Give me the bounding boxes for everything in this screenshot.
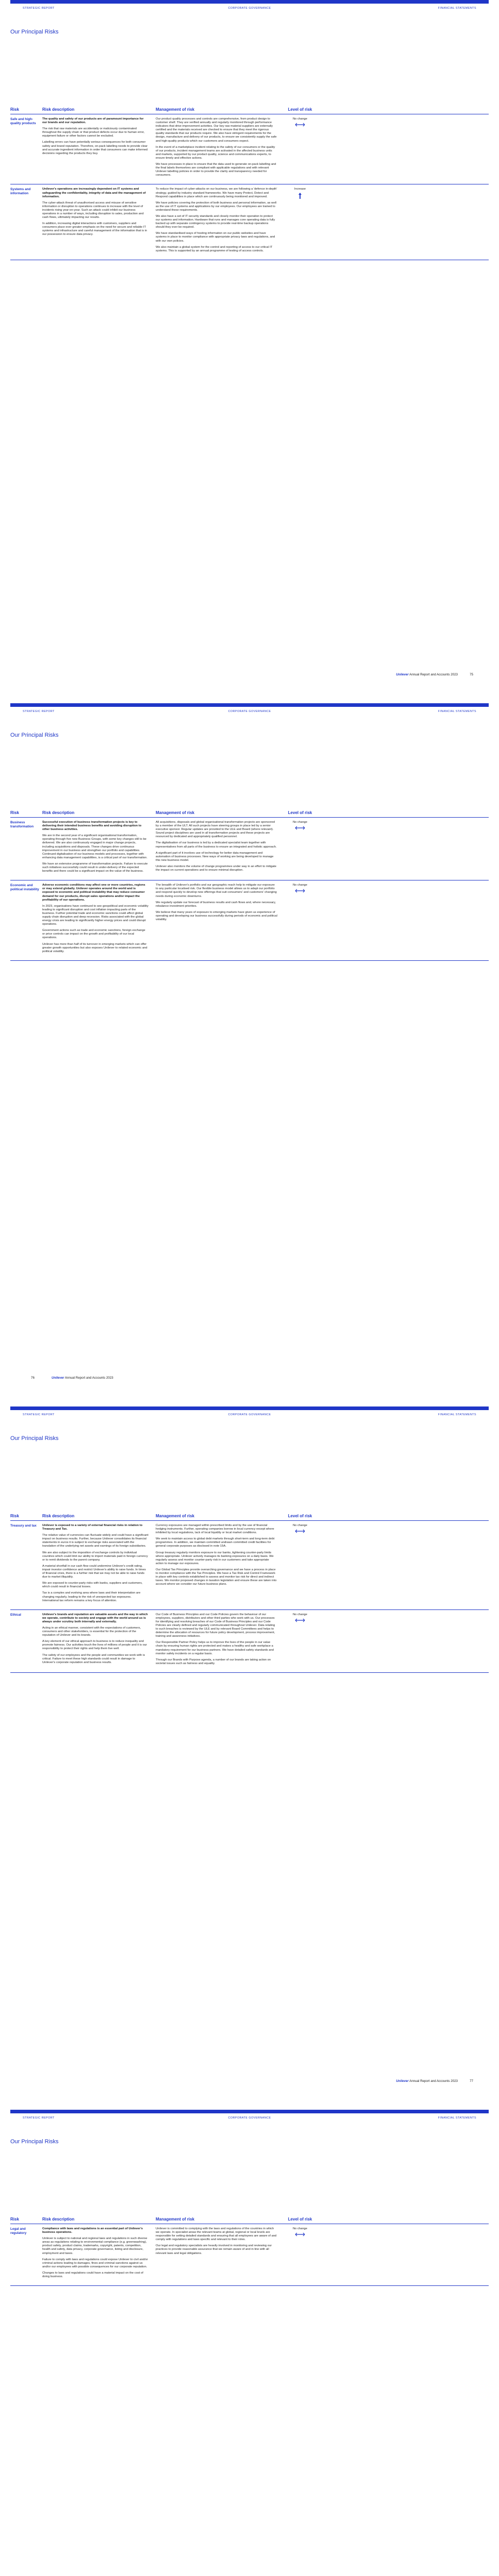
risk-level	[285, 821, 315, 876]
risk-description	[42, 1613, 156, 1668]
risk-table	[10, 2217, 489, 2286]
risk-level-label: No change	[292, 2227, 308, 2230]
risk-description-paragraph: We have an extensive programme of transformation projects. Failure to execute such initiatives successfully could result in under-delivery of the expected benefits and there could be a significant impact on the value of the business.	[42, 862, 148, 873]
page-number: 75	[470, 673, 473, 676]
risk-level	[285, 1524, 315, 1605]
risk-management-paragraph: We seek to maintain access to global debt markets through short-term and long-term debt programmes. In addition, we maintain committed undrawn committed credit facilities for general corporate purposes as disclosed in note 15A.	[156, 1537, 275, 1548]
header-level: Level of risk	[288, 810, 312, 815]
page-title: Our Principal Risks	[10, 29, 59, 35]
top-accent-bar	[10, 1406, 489, 1410]
risk-management-paragraph: We also have a set of IT security standards and closely monitor their operation to protect our systems and information. Hardware that runs and manages core operating data is fully backed up with separate contingency systems to provide real-time backup operations should they ever be required.	[156, 214, 275, 229]
risk-table	[10, 810, 489, 961]
header-management: Management of risk	[156, 107, 195, 112]
risk-management-paragraph: In the event of a marketplace incident relating to the safety of our consumers or the quality of our products, incident management teams are activated in the affected business units and markets, supported by our product quality, science and communications experts, to ensure timely and effective actions.	[156, 145, 275, 160]
top-accent-bar	[10, 2110, 489, 2113]
risk-description-lead: Successful execution of business transformation projects is key to delivering their intended business benefits and avoiding disruption to other business activities.	[42, 821, 142, 832]
risk-management-paragraph: Through our Brands with Purpose agenda, a number of our brands are taking action on societal issues such as fairness and equality.	[156, 1658, 271, 1665]
risk-description-paragraph: The relative value of currencies can fluctuate widely and could have a significant impact on business results. Further, because Unilever consolidates its financial statements in euros it is subject to exchange risks associated with the translation of the underlying net assets and earnings of its foreign subsidiaries.	[42, 1534, 148, 1548]
risk-table-body	[10, 1521, 489, 1673]
risk-management-paragraph: The digitalisation of our business is led by a dedicated specialist team together with representatives from all parts of the business to ensure an integrated and holistic approach.	[156, 841, 277, 849]
header-level: Level of risk	[288, 107, 312, 112]
risk-management-paragraph: Our Code of Business Principles and our Code Policies govern the behaviour of our employees, suppliers, distributors and other third parties who work with us. Our processes for identifying and resolving breaches of our Code of Business Principles and our Code Policies are clearly defined and regularly communicated throughout Unilever. Data relating to such breaches is reviewed by the ULE and by relevant Board Committees and helps to determine the allocation of resources for future policy development, process improvement, training and awareness initiatives.	[156, 1613, 275, 1638]
risk-management-paragraph: Group treasury regularly monitors exposure to our banks, tightening counter-party limits where appropriate. Unilever actively manages its banking exposures on a daily basis. We regularly assess and monitor counter-party risk in our customers and take appropriate action to manage our exposures.	[156, 1551, 274, 1565]
risk-row	[10, 1610, 489, 1673]
risk-table-body	[10, 114, 489, 260]
risk-level-label: Increase	[294, 188, 306, 191]
risk-management-paragraph: Our legal and regulatory specialists are heavily involved in monitoring and reviewing our practices to provide reasonable assurance that we remain aware of and in line with all relevant laws and legal obligations.	[156, 2244, 272, 2255]
risk-name: Safe and high-quality products	[10, 117, 36, 125]
header-risk: Risk	[10, 2217, 19, 2222]
risk-description	[42, 821, 156, 876]
risk-management-paragraph: The breadth of Unilever's portfolio and our geographic reach help to mitigate our exposure to any particular localised risk. Our flexible business model allows us to adapt our portfolio and respond quickly to develop new offerings that suit consumers' and customers' changing needs during economic downturns.	[156, 884, 277, 898]
footer-report-title: Annual Report and Accounts 2023	[409, 2079, 458, 2083]
header-risk: Risk	[10, 107, 19, 112]
risk-row	[10, 1521, 489, 1610]
risk-table-header	[10, 107, 489, 114]
risk-description-paragraph: We are in the second year of a significant organisational transformation, operating through five new Business Groups, with some key changes still to be delivered. We are also continuously engaged in major change projects, including acquisitions and disposals. These changes drive continuous improvement in our business and strengthen our portfolio and capabilities. Continued digitalisation of our business models and processes, together with enhancing data management capabilities, is a critical part of our transformation.	[42, 834, 147, 859]
header-management: Management of risk	[156, 2217, 195, 2222]
risk-table-header	[10, 1514, 489, 1521]
nav-strategic-report[interactable]: STRATEGIC REPORT	[23, 7, 55, 10]
increase-arrow-icon	[298, 192, 302, 199]
risk-row	[10, 184, 489, 260]
section-nav	[10, 2115, 489, 2121]
risk-management-paragraph: A significant part of it involves use of technology for better data management and automation of business processes. New ways of working are being developed to manage this new business model.	[156, 851, 274, 862]
nav-financial-statements[interactable]: FINANCIAL STATEMENTS	[438, 1413, 476, 1416]
header-level: Level of risk	[288, 1514, 312, 1518]
nav-corporate-governance[interactable]: CORPORATE GOVERNANCE	[228, 710, 271, 713]
risk-management-paragraph: We also maintain a global system for the control and reporting of access to our critical IT systems. This is supported by an annual programme of testing of access controls.	[156, 245, 273, 252]
risk-row	[10, 2224, 489, 2286]
risk-description-paragraph: Changes to laws and regulations could have a material impact on the cost of doing business.	[42, 2271, 143, 2279]
top-accent-bar	[10, 0, 489, 4]
risk-table-body	[10, 818, 489, 961]
risk-table	[10, 107, 489, 260]
header-description: Risk description	[42, 107, 75, 112]
risk-description-lead: Unilever's brands and reputation are valuable assets and the way in which we operate, contribute to society and engage with the world around us is always under scrutiny both internally and externally.	[42, 1613, 148, 1623]
nav-corporate-governance[interactable]: CORPORATE GOVERNANCE	[228, 1413, 271, 1416]
no-change-arrow-icon	[294, 888, 306, 893]
nav-financial-statements[interactable]: FINANCIAL STATEMENTS	[438, 2116, 476, 2120]
report-page	[0, 1406, 499, 2110]
risk-description-paragraph: Failure to comply with laws and regulations could expose Unilever to civil and/or criminal actions leading to damages, fines and criminal sanctions against us and/or our employees with possible consequences for our corporate reputation.	[42, 2258, 148, 2268]
risk-row	[10, 114, 489, 184]
footer-report-title: Annual Report and Accounts 2023	[409, 673, 458, 676]
no-change-arrow-icon	[294, 122, 306, 127]
no-change-arrow-icon	[294, 2232, 306, 2237]
header-management: Management of risk	[156, 1514, 195, 1518]
risk-description	[42, 884, 156, 956]
footer-report-title: Annual Report and Accounts 2023	[64, 1376, 113, 1380]
risk-description	[42, 2227, 156, 2281]
risk-management	[156, 884, 285, 956]
page-title: Our Principal Risks	[10, 2139, 59, 2145]
footer-brand: Unilever	[396, 2079, 409, 2083]
nav-corporate-governance[interactable]: CORPORATE GOVERNANCE	[228, 7, 271, 10]
risk-description	[42, 117, 156, 180]
section-nav	[10, 5, 489, 11]
top-accent-bar	[10, 703, 489, 707]
risk-management-paragraph: To reduce the impact of cyber-attacks on our business, we are following a 'defence in-depth' strategy, guided by industry standard frameworks. We have many Protect, Detect and Respond capabilities in place which are continuously being monitored and improved.	[156, 188, 277, 198]
risk-table-header	[10, 810, 489, 818]
page-footer	[396, 2079, 458, 2083]
risk-description-lead: The quality and safety of our products are of paramount importance for our brands and our reputation.	[42, 117, 144, 125]
report-page	[0, 703, 499, 1406]
risk-description-paragraph: Labelling errors can have potentially serious consequences for both consumer safety and brand reputation. Therefore, on-pack labelling needs to provide clear and accurate ingredient information in order that consumers can make informed decisions regarding the products they buy.	[42, 141, 148, 155]
nav-strategic-report[interactable]: STRATEGIC REPORT	[23, 710, 55, 713]
risk-management-paragraph: We have standardised ways of hosting information on our public websites and have systems in place to monitor compliance with appropriate privacy laws and regulations, and with our own policies.	[156, 232, 275, 243]
risk-management-paragraph: We have policies covering the protection of both business and personal information, as well as the use of IT systems and applications by our employees. Our employees are trained to understand these requirements.	[156, 201, 277, 212]
nav-corporate-governance[interactable]: CORPORATE GOVERNANCE	[228, 2116, 271, 2120]
header-description: Risk description	[42, 810, 75, 815]
risk-name: Ethical	[10, 1613, 21, 1617]
section-nav	[10, 1412, 489, 1418]
risk-name: Economic and political instability	[10, 884, 39, 892]
risk-level	[285, 2227, 315, 2281]
risk-description-paragraph: The risk that raw materials are accidentally or maliciously contaminated throughout the supply chain or that product defects occur due to human error, equipment failure or other factors cannot be excluded.	[42, 127, 145, 138]
risk-row	[10, 880, 489, 961]
nav-strategic-report[interactable]: STRATEGIC REPORT	[23, 2116, 55, 2120]
risk-description-paragraph: The cyber-attack threat of unauthorised access and misuse of sensitive information or disruption to operations continues to increase with the level of incidents rising year-on-year. Such an attack could inhibit our business operations in a number of ways, including disruption to sales, production and cash flows, ultimately impacting our results.	[42, 201, 144, 219]
risk-management	[156, 821, 285, 876]
risk-name: Treasury and tax	[10, 1524, 37, 1528]
risk-management-paragraph: We believe that many years of exposure to emerging markets have given us experience of operating and developing our business successfully during periods of economic and political volatility.	[156, 910, 277, 921]
header-level: Level of risk	[288, 2217, 312, 2222]
risk-description-lead: Unilever is exposed to a variety of external financial risks in relation to Treasury and Tax.	[42, 1524, 143, 1531]
risk-name: Business transformation	[10, 821, 34, 828]
no-change-arrow-icon	[294, 1618, 306, 1623]
risk-description	[42, 188, 156, 255]
risk-management-paragraph: Our product quality processes and controls are comprehensive, from product design to customer shelf. They are verified annually and regularly monitored through performance indicators that drive improvement activities. Our key raw material suppliers are externally certified and the materials received are checked to ensure that they meet the rigorous quality standards that our products require. We also have stringent requirements for the design, manufacture and delivery of our products, to ensure we consistently supply the safe and high-quality products which our customers and consumers expect.	[156, 117, 277, 143]
risk-description-paragraph: Unilever is subject to national and regional laws and regulations in such diverse areas as regulations relating to environmental compliance (e.g. greenwashing), product safety, product claims, trademarks, copyright, patents, competition, health and safety, data privacy, corporate governance, listing and disclosure, employment and taxes.	[42, 2237, 147, 2255]
risk-description-lead: Compliance with laws and regulations is an essential part of Unilever's business operations.	[42, 2227, 143, 2234]
risk-management-paragraph: Unilever also monitors the volume of change programmes under way in an effort to mitigate the impact on current operations and to ensure minimal disruption.	[156, 865, 277, 872]
page-number: 76	[31, 1376, 35, 1380]
header-description: Risk description	[42, 2217, 75, 2222]
risk-description-paragraph: We are also subject to the imposition of exchange controls by individual countries which could limit our ability to import materials paid in foreign currency or to remit dividends to the parent company.	[42, 1551, 148, 1562]
risk-name: Systems and information	[10, 188, 31, 196]
risk-management	[156, 188, 285, 255]
risk-description	[42, 1524, 156, 1605]
risk-level	[285, 117, 315, 180]
nav-financial-statements[interactable]: FINANCIAL STATEMENTS	[438, 710, 476, 713]
risk-management	[156, 117, 285, 180]
risk-description-paragraph: Government actions such as trade and economic sanctions, foreign exchange or price controls can impact on the growth and profitability of our local operations.	[42, 929, 145, 940]
footer-brand: Unilever	[396, 673, 409, 676]
report-page	[0, 0, 499, 703]
risk-description-paragraph: A material shortfall in our cash flow could undermine Unilever's credit rating, impair investor confidence and restrict Unilever's ability to raise funds. In times of financial crisis, there is a further risk that we may not be able to raise funds due to market illiquidity.	[42, 1564, 146, 1579]
risk-description-paragraph: Unilever has more than half of its turnover in emerging markets which can offer greater growth opportunities but also exposes Unilever to related economic and political volatility.	[42, 942, 147, 953]
risk-level-label: No change	[292, 821, 308, 824]
risk-management-paragraph: Our Responsible Partner Policy helps us to improve the lives of the people in our value chain by ensuring human rights are protected and makes a healthy and safe workplace a mandatory requirement for our business partners. We have detailed safety standards and monitor safety incidents on a regular basis.	[156, 1641, 274, 1655]
page-title: Our Principal Risks	[10, 732, 59, 738]
risk-name: Legal and regulatory	[10, 2227, 27, 2235]
risk-level-label: No change	[292, 1613, 308, 1616]
report-page	[0, 2110, 499, 2576]
risk-description-paragraph: In addition, increasing digital interactions with customers, suppliers and consumers place ever greater emphasis on the need for secure and reliable IT systems and infrastructure and careful management of the information that is in our possession to ensure data privacy.	[42, 222, 147, 236]
footer-brand: Unilever	[52, 1376, 64, 1380]
page-footer	[396, 673, 458, 676]
risk-description-lead: Unilever's operations are increasingly dependent on IT systems and safeguarding the confidentiality, integrity of data and the management of information.	[42, 188, 146, 198]
risk-management-paragraph: Unilever is committed to complying with the laws and regulations of the countries in which we operate. In specialist areas the relevant teams at global, regional or local levels are responsible for setting detailed standards and ensuring that all employees are aware of and comply with regulations and laws specific and relevant to their roles.	[156, 2227, 277, 2242]
risk-description-paragraph: Acting in an ethical manner, consistent with the expectations of customers, consumers and other stakeholders, is essential for the protection of the reputation of Unilever and its brands.	[42, 1626, 141, 1637]
risk-level	[285, 884, 315, 956]
page-title: Our Principal Risks	[10, 1435, 59, 1442]
risk-description-lead: Adverse economic conditions may affect one or more countries, regions or may extend globally. Unilever operates around the world and is exposed to economic and political instability that may reduce consumer demand for our products, disrupt sales operations and/or impact the profitability of our operations.	[42, 884, 145, 902]
risk-table	[10, 1514, 489, 1673]
risk-table-body	[10, 2224, 489, 2286]
risk-management-paragraph: We have processes in place to ensure that the data used to generate on-pack labelling and the final labels themselves are compliant with applicable regulations and with relevant Unilever labelling policies in order to provide the clarity and transparency needed for consumers.	[156, 163, 276, 177]
risk-description-paragraph: In 2023, organisations have continued to see geopolitical and economic volatility leading to significant disruption and cost inflation impacting parts of the business. Further potential trade and economic sanctions could affect global supply chain disruption and deep recession. Risks associated with the global energy crisis are leading to significantly higher energy prices and could disrupt operations.	[42, 904, 148, 926]
nav-strategic-report[interactable]: STRATEGIC REPORT	[23, 1413, 55, 1416]
header-description: Risk description	[42, 1514, 75, 1518]
header-risk: Risk	[10, 1514, 19, 1518]
risk-level-label: No change	[292, 117, 308, 121]
risk-table-header	[10, 2217, 489, 2224]
risk-description-paragraph: Tax is a complex and evolving area where laws and their interpretation are changing regularly, leading to the risk of unexpected tax exposures. International tax reform remains a key focus of attention.	[42, 1591, 141, 1602]
risk-row	[10, 818, 489, 880]
risk-management-paragraph: We regularly update our forecast of business results and cash flows and, where necessary, rebalance investment priorities.	[156, 901, 276, 908]
no-change-arrow-icon	[294, 1529, 306, 1534]
nav-financial-statements[interactable]: FINANCIAL STATEMENTS	[438, 7, 476, 10]
risk-management-paragraph: Our Global Tax Principles provide overarching governance and we have a process in place to monitor compliance with the Tax Principles. We have a Tax Risk and Control Framework in place with key controls established to assess and monitor tax risk for direct and indirect taxes. We monitor proposed changes in taxation legislation and ensure these are taken into account where we consider our future business plans.	[156, 1568, 277, 1586]
page-number: 77	[470, 2079, 473, 2083]
page-footer	[52, 1376, 113, 1380]
risk-level	[285, 1613, 315, 1668]
risk-management	[156, 1524, 285, 1605]
risk-management-paragraph: All acquisitions, disposals and global organisational transformation projects are sponsored by a member of the ULT. All such projects have steering groups in place led by a senior executive sponsor. Regular updates are provided to the ULE and Board (where relevant). Sound project disciplines are used in all transformation projects and these projects are resourced by dedicated and appropriately qualified personnel.	[156, 821, 275, 839]
header-management: Management of risk	[156, 810, 195, 815]
risk-management	[156, 1613, 285, 1668]
no-change-arrow-icon	[294, 825, 306, 831]
risk-description-paragraph: A key element of our ethical approach to business is to reduce inequality and promote fairness. Our activities touch the lives of millions of people and it is our responsibility to protect their rights and help them live well.	[42, 1640, 147, 1651]
section-nav	[10, 708, 489, 715]
risk-management-paragraph: Currency exposures are managed within prescribed limits and by the use of financial hedging instruments. Further, operating companies borrow in local currency except where inhibited by local regulations, lack of local liquidity or local market conditions.	[156, 1524, 274, 1535]
risk-level-label: No change	[292, 1524, 308, 1527]
risk-level	[285, 188, 315, 255]
risk-management	[156, 2227, 285, 2281]
risk-description-paragraph: We are exposed to counter-party risks with banks, suppliers and customers, which could result in financial losses.	[42, 1582, 143, 1589]
risk-description-paragraph: The safety of our employees and the people and communities we work with is critical. Failure to meet these high standards could result in damage to Unilever's corporate reputation and business results.	[42, 1653, 145, 1664]
header-risk: Risk	[10, 810, 19, 815]
risk-level-label: No change	[292, 884, 308, 887]
